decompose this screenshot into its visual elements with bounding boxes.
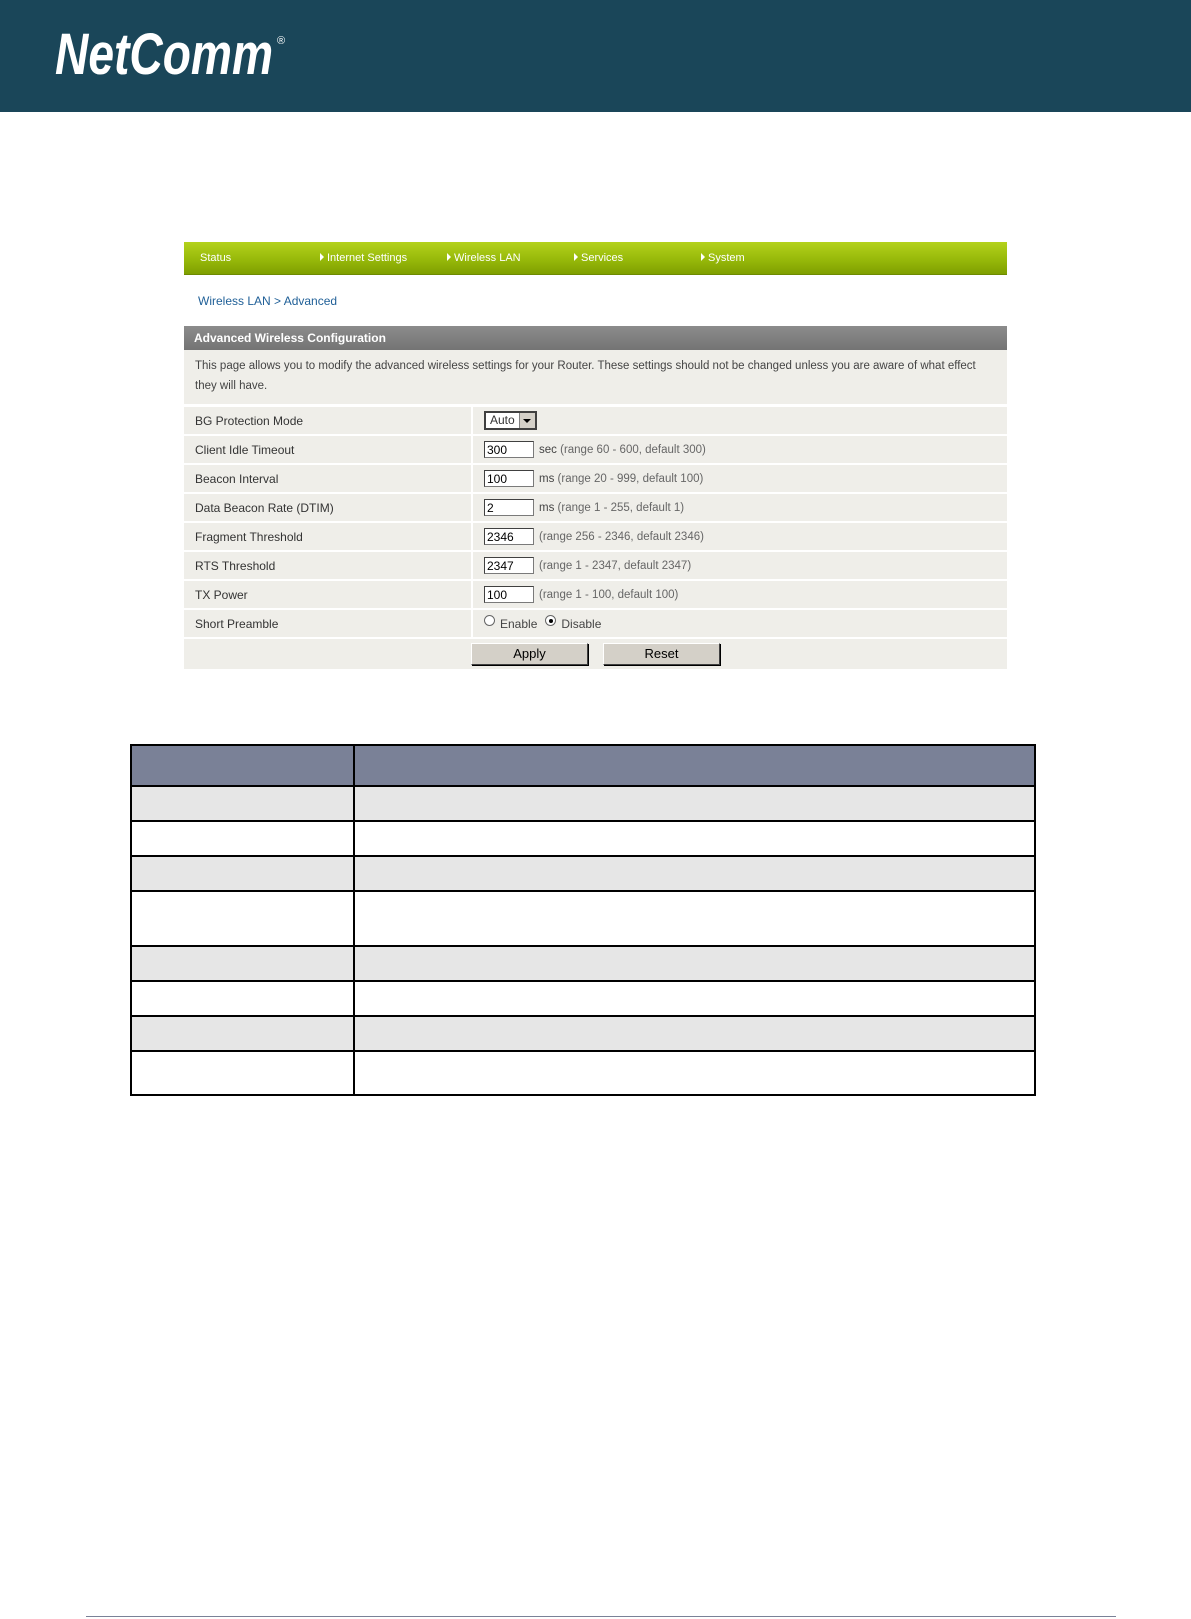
row-beacon-interval bbox=[184, 465, 1007, 494]
apply-button[interactable]: Apply bbox=[471, 643, 588, 665]
unit-label: sec bbox=[539, 443, 557, 456]
field-label: Data Beacon Rate (DTIM) bbox=[195, 501, 334, 515]
table-header-row bbox=[131, 745, 1035, 786]
arrow-right-icon bbox=[574, 253, 578, 261]
field-label: Short Preamble bbox=[195, 617, 279, 631]
logo-text: NetComm bbox=[55, 22, 273, 82]
tx-power-input[interactable] bbox=[484, 586, 534, 603]
registered-mark: ® bbox=[277, 35, 286, 47]
table-row bbox=[131, 786, 1035, 821]
range-hint: (range 1 - 100, default 100) bbox=[539, 588, 679, 601]
enable-label: Enable bbox=[500, 616, 538, 631]
divider bbox=[471, 407, 473, 434]
row-fragment-threshold bbox=[184, 523, 1007, 552]
button-row bbox=[184, 639, 1007, 669]
range-hint: (range 1 - 255, default 1) bbox=[557, 501, 685, 514]
bg-protection-select[interactable] bbox=[484, 411, 537, 430]
menu-label: Services bbox=[581, 252, 624, 264]
row-tx-power bbox=[184, 581, 1007, 610]
unit-label: ms bbox=[539, 472, 555, 485]
disable-radio[interactable] bbox=[545, 615, 556, 626]
table-row bbox=[131, 981, 1035, 1016]
field-label: TX Power bbox=[195, 588, 248, 602]
table-row bbox=[131, 1016, 1035, 1051]
range-hint: (range 256 - 2346, default 2346) bbox=[539, 530, 704, 543]
chevron-down-icon[interactable] bbox=[519, 413, 535, 428]
divider bbox=[471, 581, 473, 608]
disable-label: Disable bbox=[561, 616, 602, 631]
field-label: Fragment Threshold bbox=[195, 530, 303, 544]
menu-item-status[interactable] bbox=[200, 242, 231, 274]
unit-label: ms bbox=[539, 501, 555, 514]
row-bg-protection bbox=[184, 407, 1007, 436]
menu-item-wireless-lan[interactable] bbox=[447, 242, 521, 274]
table-header-cell bbox=[354, 745, 1035, 786]
row-client-idle-timeout bbox=[184, 436, 1007, 465]
beacon-interval-input[interactable] bbox=[484, 470, 534, 487]
row-dtim bbox=[184, 494, 1007, 523]
enable-radio[interactable] bbox=[484, 615, 495, 626]
settings-description-table bbox=[130, 744, 1036, 1096]
menu-item-internet-settings[interactable] bbox=[320, 242, 407, 274]
arrow-right-icon bbox=[701, 253, 705, 261]
divider bbox=[471, 436, 473, 463]
field-label: BG Protection Mode bbox=[195, 414, 304, 428]
menu-label: System bbox=[708, 252, 745, 264]
field-label: RTS Threshold bbox=[195, 559, 276, 573]
menu-label: Wireless LAN bbox=[454, 252, 521, 264]
top-menu bbox=[184, 242, 1007, 275]
panel-description: This page allows you to modify the advanced wireless settings for your Router. These settings should not be changed unless you are aware of what effect they will have. bbox=[184, 350, 1007, 407]
rts-threshold-input[interactable] bbox=[484, 557, 534, 574]
arrow-right-icon bbox=[447, 253, 451, 261]
table-row bbox=[131, 891, 1035, 946]
divider bbox=[471, 494, 473, 521]
client-idle-timeout-input[interactable] bbox=[484, 441, 534, 458]
table-row bbox=[131, 946, 1035, 981]
panel-title: Advanced Wireless Configuration bbox=[184, 326, 1007, 350]
reset-button[interactable]: Reset bbox=[603, 643, 720, 665]
header-band bbox=[0, 0, 1191, 112]
row-short-preamble bbox=[184, 610, 1007, 639]
divider bbox=[471, 523, 473, 550]
menu-label: Status bbox=[200, 252, 232, 264]
fragment-threshold-input[interactable] bbox=[484, 528, 534, 545]
menu-item-services[interactable] bbox=[574, 242, 623, 274]
table-row bbox=[131, 821, 1035, 856]
row-rts-threshold bbox=[184, 552, 1007, 581]
range-hint: (range 20 - 999, default 100) bbox=[557, 472, 704, 485]
table-row bbox=[131, 1051, 1035, 1095]
table-header-cell bbox=[131, 745, 354, 786]
arrow-right-icon bbox=[320, 253, 324, 261]
table-row bbox=[131, 856, 1035, 891]
menu-label: Internet Settings bbox=[327, 252, 408, 264]
breadcrumb[interactable]: Wireless LAN > Advanced bbox=[198, 294, 338, 308]
advanced-wireless-panel bbox=[184, 326, 1007, 669]
netcomm-logo bbox=[55, 20, 295, 82]
router-screenshot bbox=[184, 242, 1007, 661]
menu-item-system[interactable] bbox=[701, 242, 745, 274]
select-value: Auto bbox=[490, 413, 515, 427]
field-label: Client Idle Timeout bbox=[195, 443, 295, 457]
footer-rule bbox=[86, 1616, 1116, 1617]
range-hint: (range 60 - 600, default 300) bbox=[560, 443, 706, 456]
divider bbox=[471, 610, 473, 637]
divider bbox=[471, 552, 473, 579]
range-hint: (range 1 - 2347, default 2347) bbox=[539, 559, 692, 572]
divider bbox=[471, 465, 473, 492]
dtim-input[interactable] bbox=[484, 499, 534, 516]
field-label: Beacon Interval bbox=[195, 472, 279, 486]
